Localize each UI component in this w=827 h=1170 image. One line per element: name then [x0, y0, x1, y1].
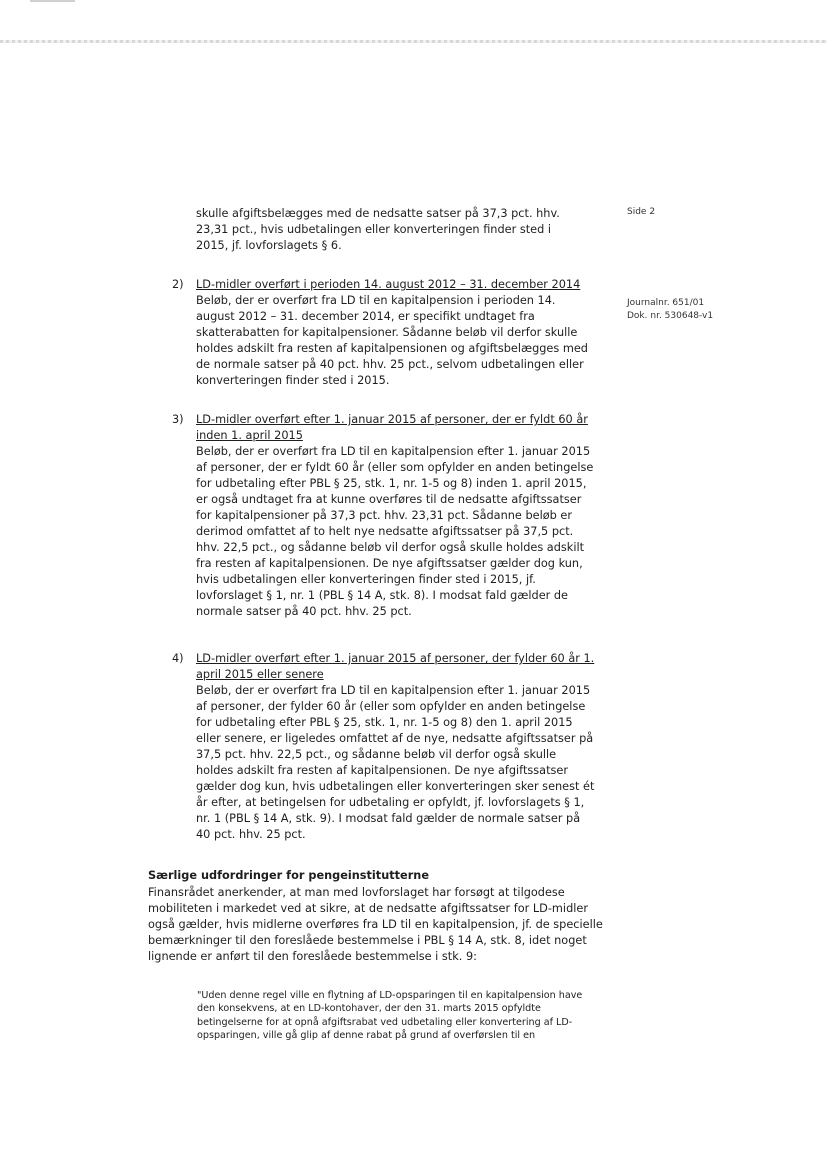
- item-number: 4): [172, 652, 184, 665]
- section-paragraph: Finansrådet anerkender, at man med lovforslaget har forsøgt at tilgodese mobiliteten i markedet ved at sikre, at de nedsatte afgiftssatser for LD-midler også gælder, hvis midlerne overføres fra LD til en kapitalpension, jf. de specielle bemærkninger til den foreslåede bestemmelse i PBL § 14 A, stk. 8, idet noget lignende er anført til den foreslåede bestemmelse i stk. 9:: [148, 886, 603, 963]
- list-item: [196, 651, 596, 843]
- item-heading: LD-midler overført efter 1. januar 2015 af personer, der fylder 60 år 1. april 2015 eller senere: [196, 652, 595, 681]
- scan-edge-line: [0, 40, 827, 43]
- section-heading: Særlige udfordringer for pengeinstitutterne: [148, 869, 429, 882]
- item-number: 3): [172, 413, 184, 426]
- intro-paragraph: skulle afgiftsbelægges med de nedsatte satser på 37,3 pct. hhv. 23,31 pct., hvis udbetalingen eller konverteringen finder sted i 2015, jf. lovforslagets § 6.: [196, 207, 560, 252]
- document-number: Dok. nr. 530648-v1: [627, 311, 714, 321]
- list-item: [196, 277, 596, 389]
- document-meta: [627, 297, 807, 323]
- journal-number: Journalnr. 651/01: [627, 298, 705, 308]
- item-heading: LD-midler overført efter 1. januar 2015 af personer, der er fyldt 60 år inden 1. april 2015: [196, 413, 588, 442]
- page-sidebar: [627, 206, 807, 323]
- block-quote: "Uden denne regel ville en flytning af LD-opsparingen til en kapitalpension have den konsekvens, at en LD-kontohaver, der den 31. marts 2015 opfyldte betingelserne for at opnå afgiftsrabat ved udbetaling eller konvertering af LD-opsparingen, ville gå glip af denne rabat på grund af overførslen til en: [197, 990, 583, 1042]
- item-text: Beløb, der er overført fra LD til en kapitalpension efter 1. januar 2015 af personer, der er fyldt 60 år (eller som opfylder en anden betingelse for udbetaling efter PBL § 25, stk. 1, nr. 1-5 og 8) inden 1. april 2015, er også undtaget fra at kunne overføres til de nedsatte afgiftssatser for kapitalpensioner på 37,3 pct. hhv. 23,31 pct. Sådanne beløb er derimod omfattet af to helt nye nedsatte afgiftssatser på 37,5 pct. hhv. 22,5 pct., og sådanne beløb vil derfor også skulle holdes adskilt fra resten af kapitalpensionen. De nye afgiftssatser gælder dog kun, hvis udbetalingen eller konverteringen finder sted i 2015, jf. lovforslaget § 1, nr. 1 (PBL § 14 A, stk. 8). I modsat fald gælder de normale satser på 40 pct. hhv. 25 pct.: [196, 445, 594, 618]
- item-text: Beløb, der er overført fra LD til en kapitalpension i perioden 14. august 2012 – 31. december 2014, er specifikt undtaget fra skatterabatten for kapitalpensioner. Sådanne beløb vil derfor skulle holdes adskilt fra resten af kapitalpensionen og afgiftsbelægges med de normale satser på 40 pct. hhv. 25 pct., selvom udbetalingen eller konverteringen finder sted i 2015.: [196, 294, 588, 387]
- list-item: [196, 412, 596, 620]
- item-text: Beløb, der er overført fra LD til en kapitalpension efter 1. januar 2015 af personer, der fylder 60 år (eller som opfylder en anden betingelse for udbetaling efter PBL § 25, stk. 1, nr. 1-5 og 8) den 1. april 2015 eller senere, er ligeledes omfattet af de nye, nedsatte afgiftssatser på 37,5 pct. hhv. 22,5 pct., og sådanne beløb vil derfor også skulle holdes adskilt fra resten af kapitalpensionen. De nye afgiftssatser gælder dog kun, hvis udbetalingen eller konverteringen sker senest ét år efter, at betingelsen for udbetaling er opfyldt, jf. lovforslagets § 1, nr. 1 (PBL § 14 A, stk. 9). I modsat fald gælder de normale satser på 40 pct. hhv. 25 pct.: [196, 684, 595, 841]
- item-number: 2): [172, 278, 184, 291]
- item-heading: LD-midler overført i perioden 14. august 2012 – 31. december 2014: [196, 278, 581, 291]
- page-number-label: Side 2: [627, 207, 656, 217]
- scan-mark: [30, 0, 75, 2]
